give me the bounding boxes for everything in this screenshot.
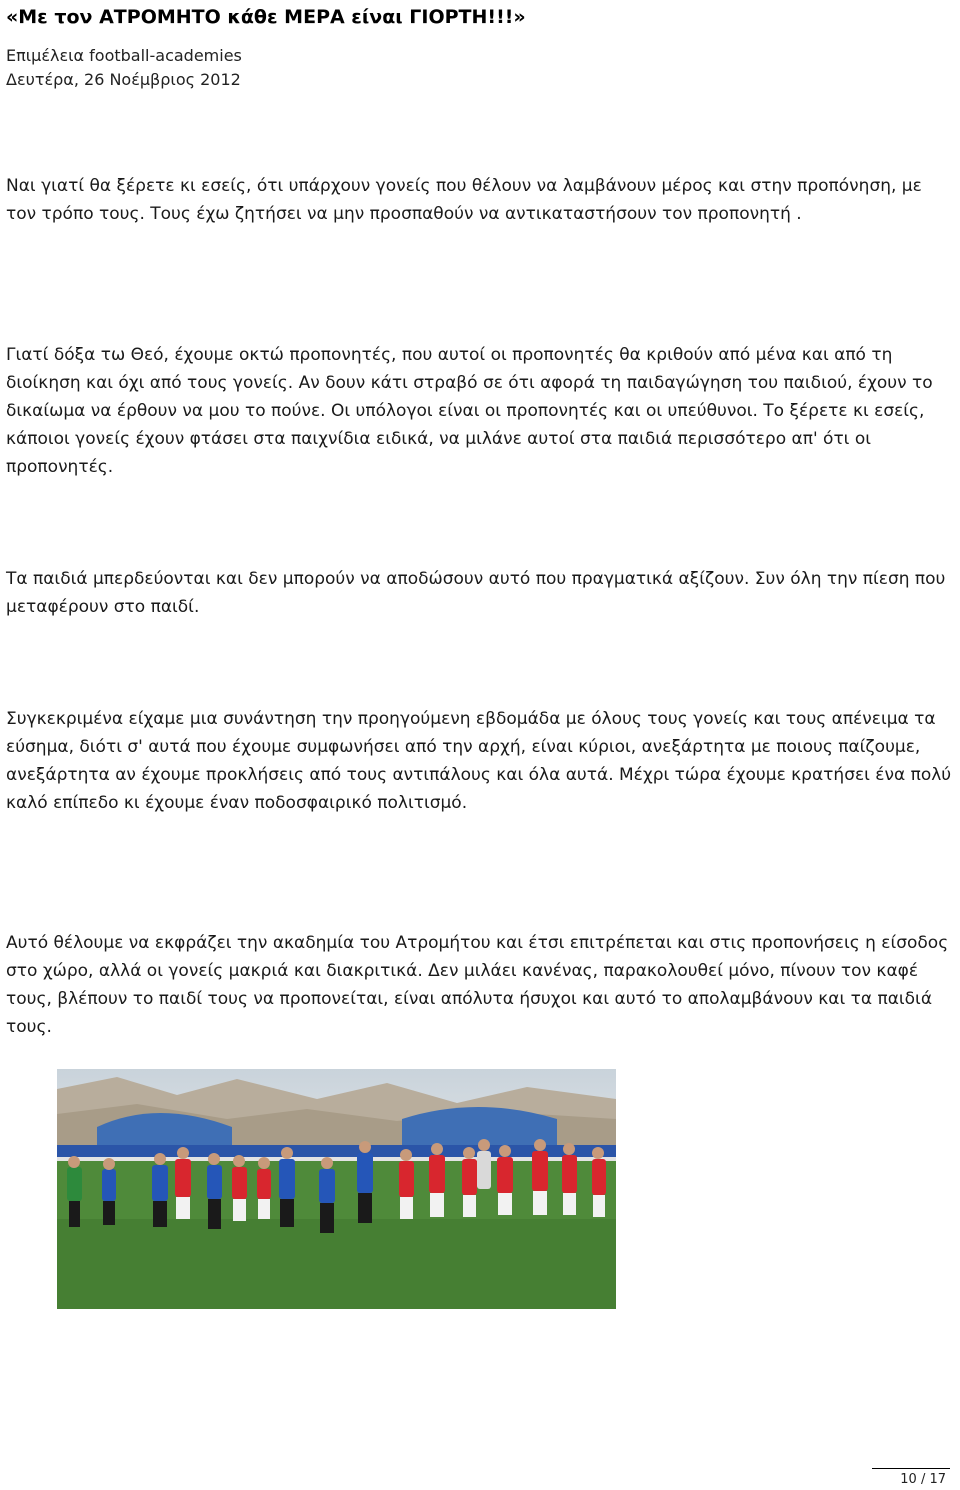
paragraph-4: Συγκεκριμένα είχαμε μια συνάντηση την προηγούμενη εβδομάδα με όλους τους γονείς και τους απένειμα τα εύσημα, διότι σ' αυτά που έχουμε συμφωνήσει από την αρχή, είναι κύριοι, ανεξάρτητα με ποιους παίζουμε, ανεξάρτητα αν έχουμε προκλήσεις από τους αντιπάλους και όλα αυτά. Μέχρι τώρα έχουμε κρατήσει ένα πολύ καλό επίπεδο κι έχουμε έναν ποδοσφαιρικό πολιτισμό.	[6, 709, 952, 813]
article-author: Επιμέλεια football-academies	[6, 46, 242, 65]
paragraph-2: Γιατί δόξα τω Θεό, έχουμε οκτώ προπονητές, που αυτοί οι προπονητές θα κριθούν από μένα και από τη διοίκηση και όχι από τους γονείς. Αν δουν κάτι στραβό σε ότι αφορά τη παιδαγώγηση του παιδιού, έχουν το δικαίωμα να έρθουν να μου το πούνε. Οι υπόλογοι είναι οι προπονητές και οι υπεύθυνοι. Το ξέρετε κι εσείς, κάποιοι γονείς έχουν φτάσει στα παιχνίδια ειδικά, να μιλάνε αυτοί στα παιδιά περισσότερο απ' ότι οι προπονητές.	[6, 345, 933, 477]
team-photo	[57, 1069, 616, 1309]
page-number: 10 / 17	[900, 1472, 946, 1487]
paragraph-5: Αυτό θέλουμε να εκφράζει την ακαδημία του Ατρομήτου και έτσι επιτρέπεται και στις προπονήσεις η είσοδος στο χώρο, αλλά οι γονείς μακριά και διακριτικά. Δεν μιλάει κανένας, παρακολουθεί μόνο, πίνουν τον καφέ τους, βλέπουν το παιδί τους να προπονείται, είναι απόλυτα ήσυχοι και αυτό το απολαμβάνουν και τα παιδιά τους.	[6, 933, 949, 1037]
article-date: Δευτέρα, 26 Νοέμβριος 2012	[6, 70, 241, 89]
footer-divider	[872, 1468, 950, 1469]
document-header	[6, 4, 956, 92]
paragraph-3: Τα παιδιά μπερδεύονται και δεν μπορούν να αποδώσουν αυτό που πραγματικά αξίζουν. Συν όλη την πίεση που μεταφέρουν στο παιδί.	[6, 569, 946, 617]
article-title: «Με τον ΑΤΡΟΜΗΤΟ κάθε ΜΕΡΑ είναι ΓΙΟΡΤΗ!!!»	[6, 6, 526, 28]
paragraph-1: Ναι γιατί θα ξέρετε κι εσείς, ότι υπάρχουν γονείς που θέλουν να λαμβάνουν μέρος και στην προπόνηση, με τον τρόπο τους. Τους έχω ζητήσει να μην προσπαθούν να αντικαταστήσουν τον προπονητή .	[6, 176, 922, 224]
